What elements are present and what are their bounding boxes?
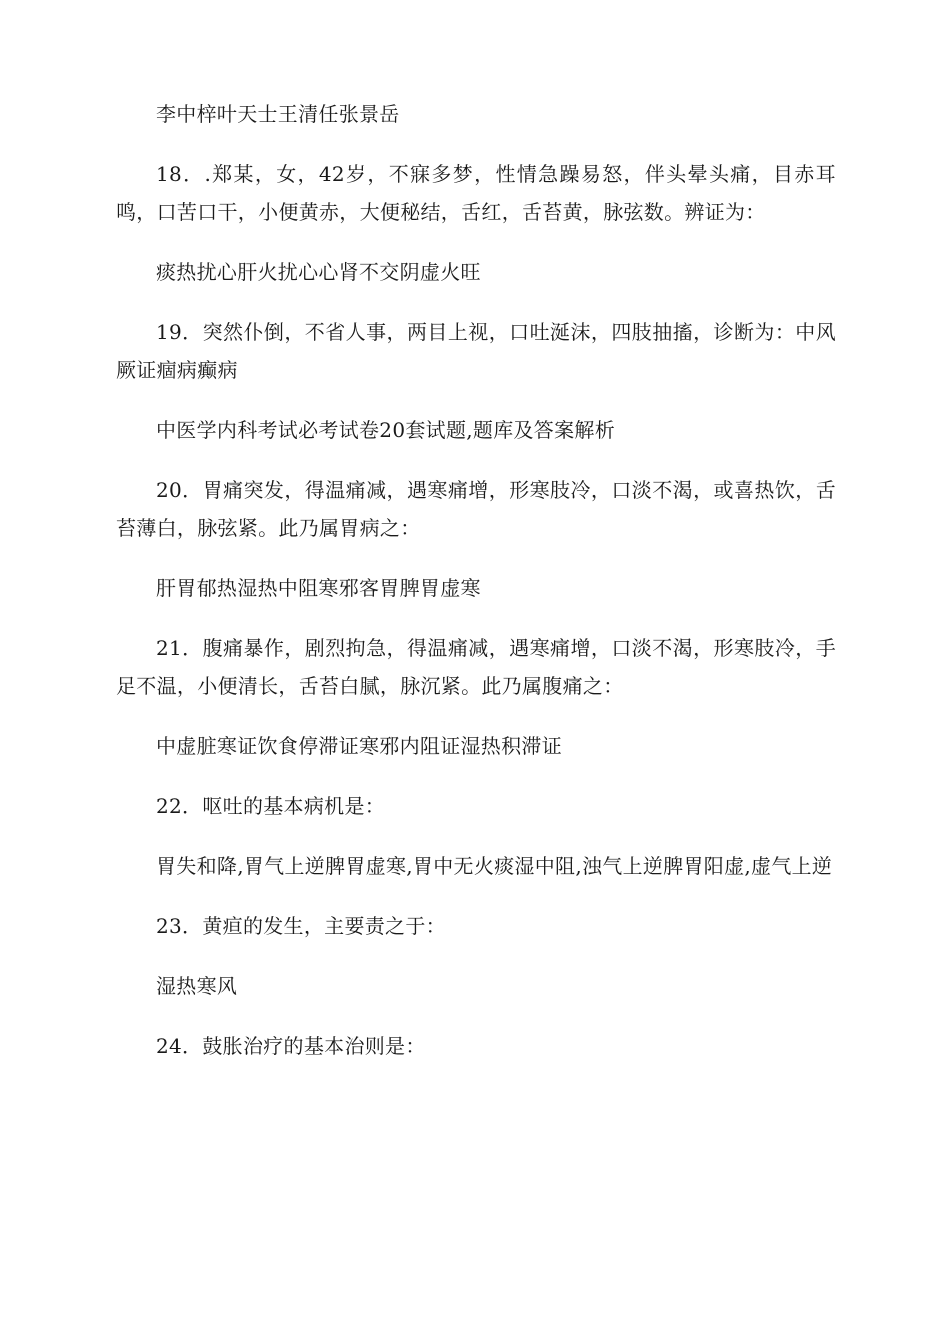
answer-options-21: 中虚脏寒证饮食停滞证寒邪内阻证湿热积滞证 xyxy=(156,734,562,758)
answer-options-20: 肝胃郁热湿热中阻寒邪客胃脾胃虚寒 xyxy=(156,576,481,600)
answer-options-23: 湿热寒风 xyxy=(156,974,238,998)
question-21: 21．腹痛暴作，剧烈拘急，得温痛减，遇寒痛增，口淡不渴，形寒肢冷，手足不温，小便清长，舌苔白腻，脉沉紧。此乃属腹痛之： xyxy=(116,636,836,698)
question-24: 24．鼓胀治疗的基本治则是： xyxy=(156,1034,426,1058)
document-page xyxy=(116,95,836,1065)
question-22: 22．呕吐的基本病机是： xyxy=(156,794,386,818)
answer-options-17: 李中梓叶天士王清任张景岳 xyxy=(156,102,400,126)
question-19: 19．突然仆倒，不省人事，两目上视，口吐涎沫，四肢抽搐，诊断为：中风厥证痼病癫病 xyxy=(116,320,836,382)
question-20: 20．胃痛突发，得温痛减，遇寒痛增，形寒肢冷，口淡不渴，或喜热饮，舌苔薄白，脉弦紧。此乃属胃病之： xyxy=(116,478,836,540)
answer-options-22: 胃失和降,胃气上逆脾胃虚寒,胃中无火痰湿中阻,浊气上逆脾胃阳虚,虚气上逆 xyxy=(156,854,833,878)
document-title-line: 中医学内科考试必考试卷20套试题,题库及答案解析 xyxy=(156,418,616,442)
question-18: 18．.郑某，女，42岁，不寐多梦，性情急躁易怒，伴头晕头痛，目赤耳鸣，口苦口干，小便黄赤，大便秘结，舌红，舌苔黄，脉弦数。辨证为： xyxy=(116,162,836,224)
question-23: 23．黄疸的发生，主要责之于： xyxy=(156,914,446,938)
answer-options-18: 痰热扰心肝火扰心心肾不交阴虚火旺 xyxy=(156,260,481,284)
